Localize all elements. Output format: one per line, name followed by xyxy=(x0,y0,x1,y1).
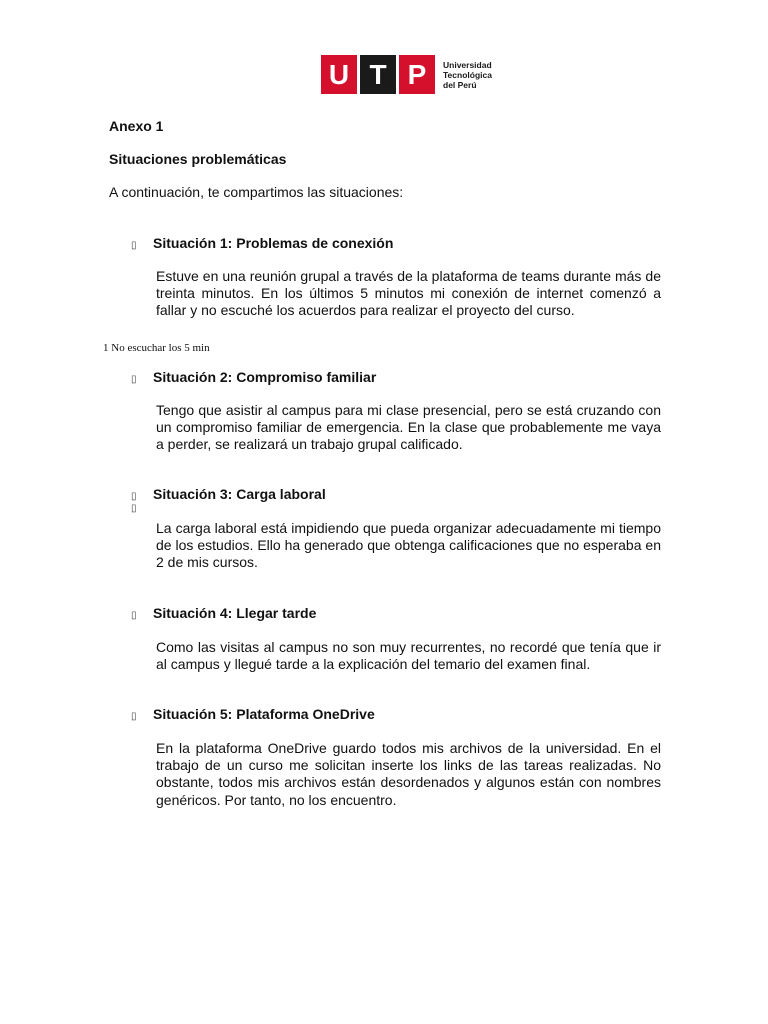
situation-2-text: Tengo que asistir al campus para mi clase presencial, pero se está cruzando con un compromiso familiar de emergencia. En la clase que probablemente me vaya a perder, se realizará un trabajo grupal calificado. xyxy=(156,402,661,453)
bullet-icon: ▯ xyxy=(131,374,137,385)
bullet-icon: ▯ xyxy=(131,240,137,251)
bullet-icon: ▯ xyxy=(131,711,137,722)
logo-letter-p: P xyxy=(399,55,435,94)
utp-logo xyxy=(321,55,492,94)
situation-4-title: Situación 4: Llegar tarde xyxy=(153,605,317,621)
situation-5-text: En la plataforma OneDrive guardo todos mis archivos de la universidad. En el trabajo de un curso me solicitan inserte los links de las tareas realizadas. No obstante, todos mis archivos están desordenados y algunos están con nombres genéricos. Por tanto, no los encuentro. xyxy=(156,740,661,808)
logo-university-name: Universidad Tecnológica del Perú xyxy=(443,59,492,90)
situation-2-title: Situación 2: Compromiso familiar xyxy=(153,369,377,385)
situation-3-heading xyxy=(131,486,326,502)
situation-3-title: Situación 3: Carga laboral xyxy=(153,486,326,502)
situation-1-heading xyxy=(131,235,393,251)
situation-5-heading xyxy=(131,706,375,722)
annex-title: Anexo 1 xyxy=(109,118,164,134)
intro-text: A continuación, te compartimos las situaciones: xyxy=(109,184,404,200)
situation-5-title: Situación 5: Plataforma OneDrive xyxy=(153,706,375,722)
footnote: 1 No escuchar los 5 min xyxy=(103,342,210,354)
logo-letter-u: U xyxy=(321,55,357,94)
logo-letter-t: T xyxy=(360,55,396,94)
section-title: Situaciones problemáticas xyxy=(109,151,287,167)
situation-4-text: Como las visitas al campus no son muy recurrentes, no recordé que tenía que ir al campus y llegué tarde a la explicación del temario del examen final. xyxy=(156,639,661,673)
situation-1-title: Situación 1: Problemas de conexión xyxy=(153,235,394,251)
bullet-icon: ▯ xyxy=(131,491,137,502)
situation-1-text: Estuve en una reunión grupal a través de la plataforma de teams durante más de treinta minutos. En los últimos 5 minutos mi conexión de internet comenzó a fallar y no escuché los acuerdos para realizar el proyecto del curso. xyxy=(156,268,661,319)
empty-bullet-icon: ▯ xyxy=(131,503,137,514)
situation-2-heading xyxy=(131,369,376,385)
situation-3-text: La carga laboral está impidiendo que pueda organizar adecuadamente mi tiempo de los estudios. Ello ha generado que obtenga calificaciones que no esperaba en 2 de mis cursos. xyxy=(156,520,661,571)
situation-4-heading xyxy=(131,605,316,621)
bullet-icon: ▯ xyxy=(131,610,137,621)
